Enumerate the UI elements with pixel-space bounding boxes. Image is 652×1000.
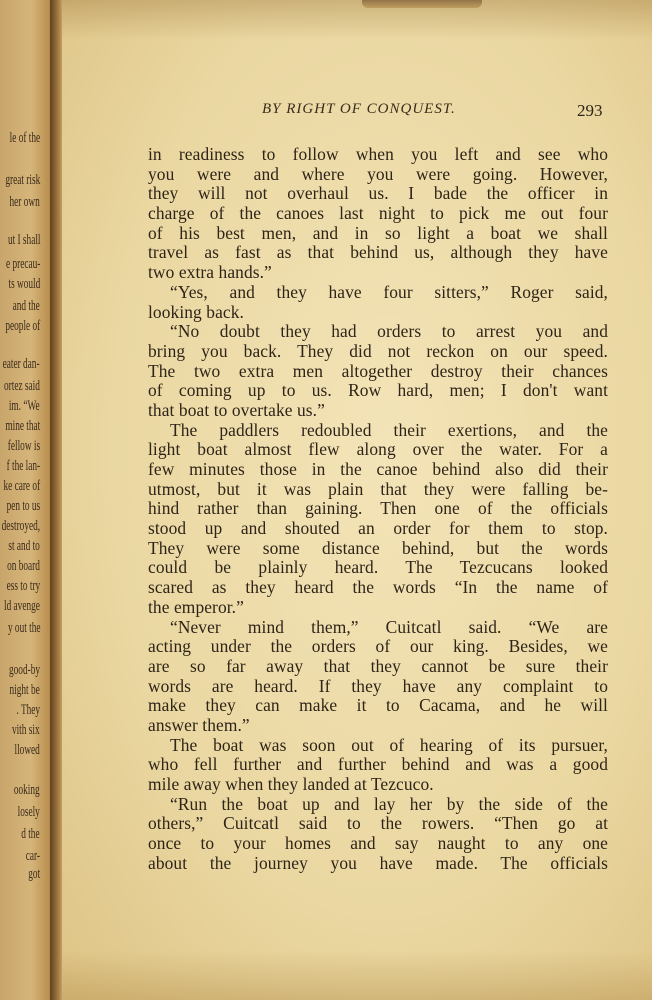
- prev-fragment: d the: [21, 826, 40, 842]
- text-line: of his best men, and in so light a boat we shall: [148, 222, 608, 243]
- text-line: two extra hands.”: [148, 262, 272, 283]
- text-line: that boat to overtake us.”: [148, 399, 325, 420]
- prev-fragment: le of the: [9, 130, 40, 146]
- text-line: looking back.: [148, 301, 244, 322]
- text-line: others,” Cuitcatl said to the rowers. “Then go at: [148, 813, 608, 834]
- text-line: are so far away that they cannot be sure their: [148, 655, 608, 676]
- text-line: “Run the boat up and lay her by the side of the: [170, 793, 608, 814]
- text-line: few minutes those in the canoe behind also did their: [148, 459, 608, 479]
- page-top-shading: [62, 0, 652, 40]
- prev-fragment: pen to us: [6, 498, 40, 514]
- text-line: words are heard. If they have any complaint to: [148, 675, 608, 696]
- text-line: bring you back. They did not reckon on our speed.: [148, 340, 608, 361]
- prev-fragment: on board: [7, 558, 40, 574]
- text-line: They were some distance behind, but the words: [148, 537, 608, 558]
- prev-fragment: im. “We: [9, 398, 40, 414]
- text-line: stood up and shouted an order for them to stop.: [148, 518, 608, 539]
- prev-fragment: ut I shall: [7, 232, 40, 248]
- prev-fragment: eater dan-: [3, 356, 40, 372]
- text-line: mile away when they landed at Tezcuco.: [148, 774, 434, 794]
- text-line: The two extra men altogether destroy their chances: [148, 360, 608, 381]
- prev-fragment: mine that: [5, 418, 40, 434]
- prev-fragment: good-by: [9, 662, 40, 678]
- prev-fragment: st and to: [8, 538, 40, 554]
- text-line: in readiness to follow when you left and see who: [148, 144, 608, 164]
- prev-fragment: people of: [5, 318, 40, 334]
- text-line: of coming up to us. Row hard, men; I don't want: [148, 380, 608, 401]
- prev-fragment: got: [28, 866, 40, 882]
- page-number: 293: [577, 101, 603, 120]
- prev-fragment: vith six: [12, 722, 40, 738]
- prev-fragment: ess to try: [6, 578, 40, 594]
- text-line: The paddlers redoubled their exertions, and the: [170, 419, 608, 440]
- page-bottom-shading: [62, 950, 652, 1000]
- prev-fragment: llowed: [14, 742, 40, 758]
- book-page: [62, 0, 652, 1000]
- text-line: The boat was soon out of hearing of its pursuer,: [170, 734, 608, 755]
- text-line: about the journey you have made. The officials: [148, 852, 608, 873]
- text-line: “Yes, and they have four sitters,” Roger said,: [170, 281, 608, 302]
- text-line: you were and where you were going. However,: [148, 163, 608, 184]
- text-line: who fell further and further behind and was a good: [148, 754, 608, 775]
- text-line: utmost, but it was plain that they were falling be-: [148, 478, 608, 499]
- text-line: answer them.”: [148, 714, 250, 735]
- text-line: scared as they heard the words “In the name of: [148, 577, 608, 598]
- text-line: light boat almost flew along over the water. For a: [148, 439, 608, 460]
- prev-fragment: losely: [17, 804, 40, 820]
- prev-fragment: y out the: [7, 620, 40, 636]
- text-line: the emperor.”: [148, 596, 244, 617]
- text-line: “Never mind them,” Cuitcatl said. “We are: [170, 616, 608, 637]
- text-line: once to your homes and say naught to any one: [148, 833, 608, 854]
- prev-fragment: f the lan-: [6, 458, 40, 474]
- text-line: they will not overhaul us. I bade the officer in: [148, 183, 608, 204]
- prev-fragment: her own: [9, 194, 40, 210]
- running-head: BY RIGHT OF CONQUEST.: [262, 101, 456, 117]
- prev-fragment: and the: [12, 298, 40, 314]
- text-line: make they can make it to Cacama, and he will: [148, 695, 608, 716]
- prev-fragment: ooking: [14, 782, 40, 798]
- binding-clip: [362, 0, 482, 8]
- body-text: [148, 145, 608, 873]
- prev-fragment: ke care of: [3, 478, 40, 494]
- prev-fragment: e precau-: [5, 256, 40, 272]
- text-line: hind rather than gaining. Then one of the officials: [148, 498, 608, 519]
- prev-fragment: ld avenge: [4, 598, 40, 614]
- text-line: charge of the canoes last night to pick me out four: [148, 203, 608, 224]
- text-line: travel as fast as that behind us, although they have: [148, 242, 608, 263]
- previous-page-edge: [0, 0, 56, 1000]
- text-line: “No doubt they had orders to arrest you and: [170, 321, 608, 342]
- prev-fragment: destroyed,: [1, 518, 40, 534]
- prev-fragment: ts would: [8, 276, 40, 292]
- prev-fragment: . They: [16, 702, 40, 718]
- prev-fragment: car-: [25, 848, 40, 864]
- text-line: acting under the orders of our king. Besides, we: [148, 636, 608, 657]
- prev-fragment: great risk: [5, 172, 40, 188]
- prev-fragment: fellow is: [7, 438, 40, 454]
- prev-fragment: night be: [9, 682, 40, 698]
- prev-fragment: ortez said: [4, 378, 40, 394]
- text-line: could be plainly heard. The Tezcucans looked: [148, 557, 608, 578]
